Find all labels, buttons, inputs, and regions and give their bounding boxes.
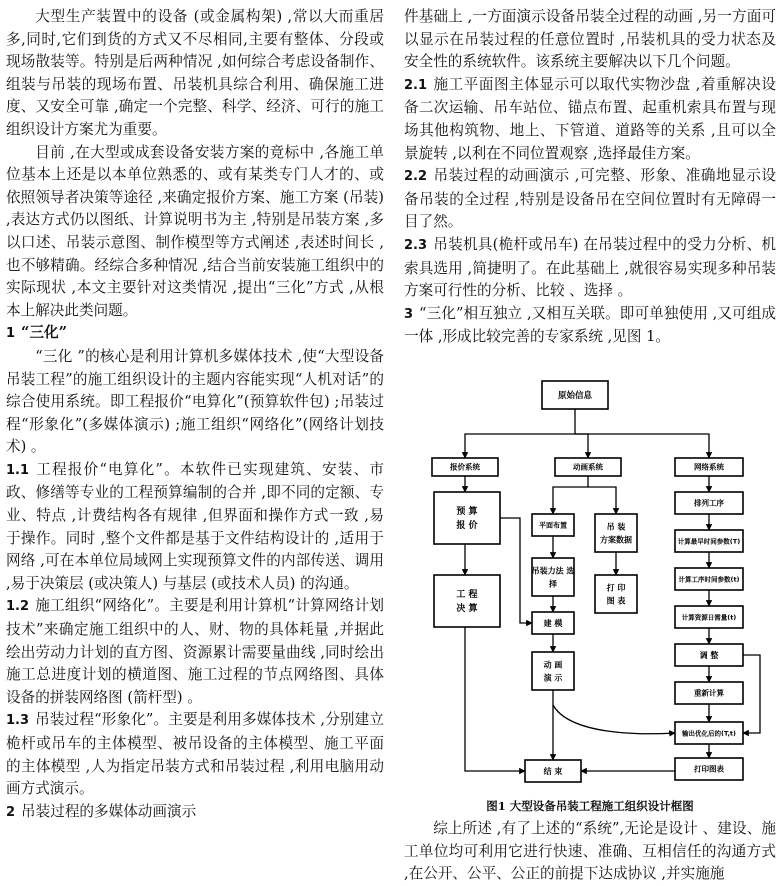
flow-arrow [553, 705, 675, 734]
left-column [6, 6, 384, 824]
flow-node-label: 图 表 [606, 596, 626, 606]
section-3 [404, 303, 776, 349]
flow-node-free [675, 606, 743, 628]
section-number: 1 [6, 326, 16, 342]
section-body: 施工平面图主体显示可以取代实物沙盘 ,着重解决设备二次运输、吊车站位、锚点布置、起重机索具布置与现场其他构筑物、地上、下管道、道路等的关系 ,且可以全景旋转 ,以利在不同位置观察 ,选择最佳方案。 [404, 75, 776, 162]
flow-node-print1 [595, 575, 637, 613]
section-body: 吊装过程的动画演示 ,可完整、形象、准确地显示设备吊装的全过程 ,特别是设备吊在空间位置时有无障碍一目了然。 [404, 167, 776, 231]
flow-arrow [465, 627, 525, 771]
flow-node-label: 报 价 [456, 521, 478, 532]
intro-paragraph-1: 大型生产装置中的设备 (或金属构架) ,常以大而重居多,同时,它们到货的方式又不尽相同,主要有整体、分段或现场散装等。特别是后两种情况 ,如何综合考虑设备制作、组装与吊装的现场布置、吊装机具综合利用、确保施工进度、又安全可靠 ,确定一个完整、科学、经济、可行的施工组织设计方案尤为重要。 [6, 8, 384, 138]
flowchart-diagram [404, 376, 776, 796]
flow-node-adjust [675, 644, 743, 666]
section-2-heading [6, 801, 384, 825]
flow-node-label: 原始信息 [557, 390, 593, 401]
section-body: 施工组织“网络化”。主要是利用计算机“计算网络计划技术”来确定施工组织中的人、财、物的具体耗量 ,并据此绘出劳动力计划的直方图、资源累计需要量曲线 ,同时绘出施工总进度计划的横道图、施工过程的节点网络图、具体设备的拼装网络图 (箭杆型) 。 [6, 597, 384, 706]
flow-node-label: 工 程 [456, 590, 478, 601]
section-number: 2 [6, 804, 16, 820]
flow-node-early [675, 530, 743, 552]
flow-node-label: 择 [549, 579, 557, 589]
section-1-1 [6, 459, 384, 596]
flow-node-box [434, 492, 500, 544]
flowchart-figure [404, 376, 776, 822]
flow-node-estimate [432, 458, 498, 476]
flow-node-scheme [595, 514, 637, 552]
section-body: “三化”相互独立 ,又相互关联。即可单独使用 ,又可组成一体 ,形成比较完善的专家系统 ,见图 1。 [404, 304, 776, 346]
section-2-3 [404, 234, 776, 303]
flow-arrow [575, 434, 709, 458]
section-number: 2.1 [404, 77, 428, 93]
flow-node-label: 平面布置 [539, 521, 567, 530]
flow-node-label: 排列工序 [694, 498, 724, 508]
flow-arrow [588, 487, 616, 514]
intro-paragraph-2: 目前 ,在大型或成套设备安装方案的竟标中 ,各施工单位基本上还是以本单位熟悉的、或有某类专门人才的、或依照领导者决策等途径 ,来确定报价方案、施工方案 (吊装) ,表达方式仍以图纸、计算说明书为主 ,特别是吊装方案 ,多以口述、吊装示意图、制作模型等方式阐述 ,表述时间长 ,也不够精确。经综合多种情况 ,结合当前安装施工组织中的实际现状 ,本文主要针对这类情况 ,提出“三化”方式 ,从根本上解决此类问题。 [6, 143, 384, 319]
section-number: 3 [404, 306, 414, 322]
flow-node-label: 决 算 [456, 604, 478, 615]
section-body: 吊装机具(桅杆或吊车) 在吊装过程中的受力分析、机索具选用 ,简捷明了。在此基础上 ,就很容易实现多种吊装方案可行性的分析、比较 、选择 。 [404, 235, 776, 300]
section-number: 2.3 [404, 237, 428, 253]
flow-arrow [500, 518, 532, 623]
flow-node-label: 网络系统 [694, 462, 724, 472]
closing-paragraph: 综上所述 ,有了上述的“系统”,无论是设计 、建设、施工单位均可利用它进行快速、准确、互相信任的沟通方式 ,在公开、公平、公正的前提下达成协议 ,并实施施 [404, 820, 776, 883]
flow-node-order [675, 492, 743, 514]
section-body: 工程报价“电算化”。本软件已实现建筑、安装、市政、修缮等专业的工程预算编制的合并 ,即不同的定额、专业、特点 ,计费结构各有规律 ,但界面和操作方式一致 ,易于操作。同时 ,整个文件都是基于文件结构设计的 ,适用于网络 ,可在本单位局域网上实现预算文件的内部传送、调用 ,易于决策层 (或决策人) 与基层 (或技术人员) 的沟通。 [6, 460, 384, 592]
flow-node-decide [434, 575, 500, 627]
flow-node-late [675, 568, 743, 590]
flow-node-force [532, 558, 575, 596]
flow-node-box [595, 575, 637, 613]
section-number: 1.3 [6, 713, 30, 729]
flow-node-demo [532, 652, 574, 690]
flow-node-label: 重新计算 [694, 688, 724, 698]
section-1-heading [6, 322, 384, 346]
flow-node-budget [434, 492, 500, 544]
flow-node-box [532, 558, 574, 596]
flow-node-label: 吊装力法 选 [531, 566, 575, 576]
section-2-2 [404, 165, 776, 234]
section-2-1 [404, 74, 776, 165]
flow-arrow [553, 476, 588, 514]
flow-node-model [532, 612, 574, 634]
flow-node-output [675, 722, 743, 744]
section-body: 吊装过程“形象化”。主要是利用多媒体技术 ,分别建立桅杆或吊车的主体模型、被吊设备的主体模型、施工平面的主体模型 ,人为指定吊装方式和吊装过程 ,利用电脑用动画方式演示。 [6, 711, 384, 798]
flow-node-label: 建 模 [543, 618, 563, 628]
flow-node-label: 吊 装 [606, 522, 626, 532]
flow-node-raw [542, 381, 608, 409]
flow-node-anim [555, 458, 621, 476]
flow-node-plan [532, 514, 574, 536]
flow-arrow [575, 434, 588, 458]
flow-arrow [743, 655, 760, 733]
section-1-3 [6, 709, 384, 800]
figure-caption: 图1 大型设备吊装工程施工组织设计框图 [486, 799, 694, 813]
section-number: 2.2 [404, 169, 428, 185]
flow-node-box [595, 514, 637, 552]
flow-node-label: 计算资源日需量(t) [681, 613, 737, 622]
flow-node-network [675, 458, 743, 476]
flow-node-label: 打 印 [606, 583, 626, 593]
flow-node-box [434, 575, 500, 627]
flow-node-label: 方案数据 [600, 535, 632, 545]
section-number: 1.2 [6, 599, 30, 615]
flow-node-label: 预 算 [456, 507, 478, 518]
flow-arrow [465, 409, 575, 458]
flow-node-label: 结 束 [543, 766, 563, 776]
section-title: “三化” [21, 324, 68, 342]
flow-node-label: 输出优化后的(T,t) [681, 729, 737, 738]
section-1-paragraph: “三化 ”的核心是利用计算机多媒体技术 ,使“大型设备吊装工程”的施工组织设计的主题内容能实现“人机对话”的综合使用系统。即工程报价“电算化”(预算软件包) ;吊装过程“形象化”(多媒体演示) ;施工组织“网络化”(网络计划技术) 。 [6, 347, 384, 456]
flow-node-label: 动 画 [543, 660, 563, 670]
flow-node-label: 打印图表 [694, 764, 724, 774]
flow-node-label: 计算最早时间参数(T) [677, 537, 741, 546]
flow-node-box [532, 652, 574, 690]
flow-node-label: 计算工序时间参数(t) [678, 575, 740, 584]
flow-node-label: 报价系统 [450, 462, 480, 472]
right-column [404, 6, 776, 349]
flow-node-label: 动画系统 [573, 462, 603, 472]
flow-node-label: 调 整 [699, 650, 719, 660]
continuation-paragraph: 件基础上 ,一方面演示设备吊装全过程的动画 ,另一方面可以显示在吊装过程的任意位置时 ,吊装机具的受力状态及安全性的系统软件。该系统主要解决以下几个问题。 [404, 8, 776, 71]
flow-node-label: 演 示 [543, 673, 563, 683]
section-number: 1.1 [6, 462, 30, 478]
section-title: 吊装过程的多媒体动画演示 [21, 802, 197, 820]
flow-node-print2 [675, 758, 743, 780]
flow-node-end [525, 760, 581, 782]
section-1-2 [6, 595, 384, 709]
flow-node-redraw [675, 682, 743, 704]
